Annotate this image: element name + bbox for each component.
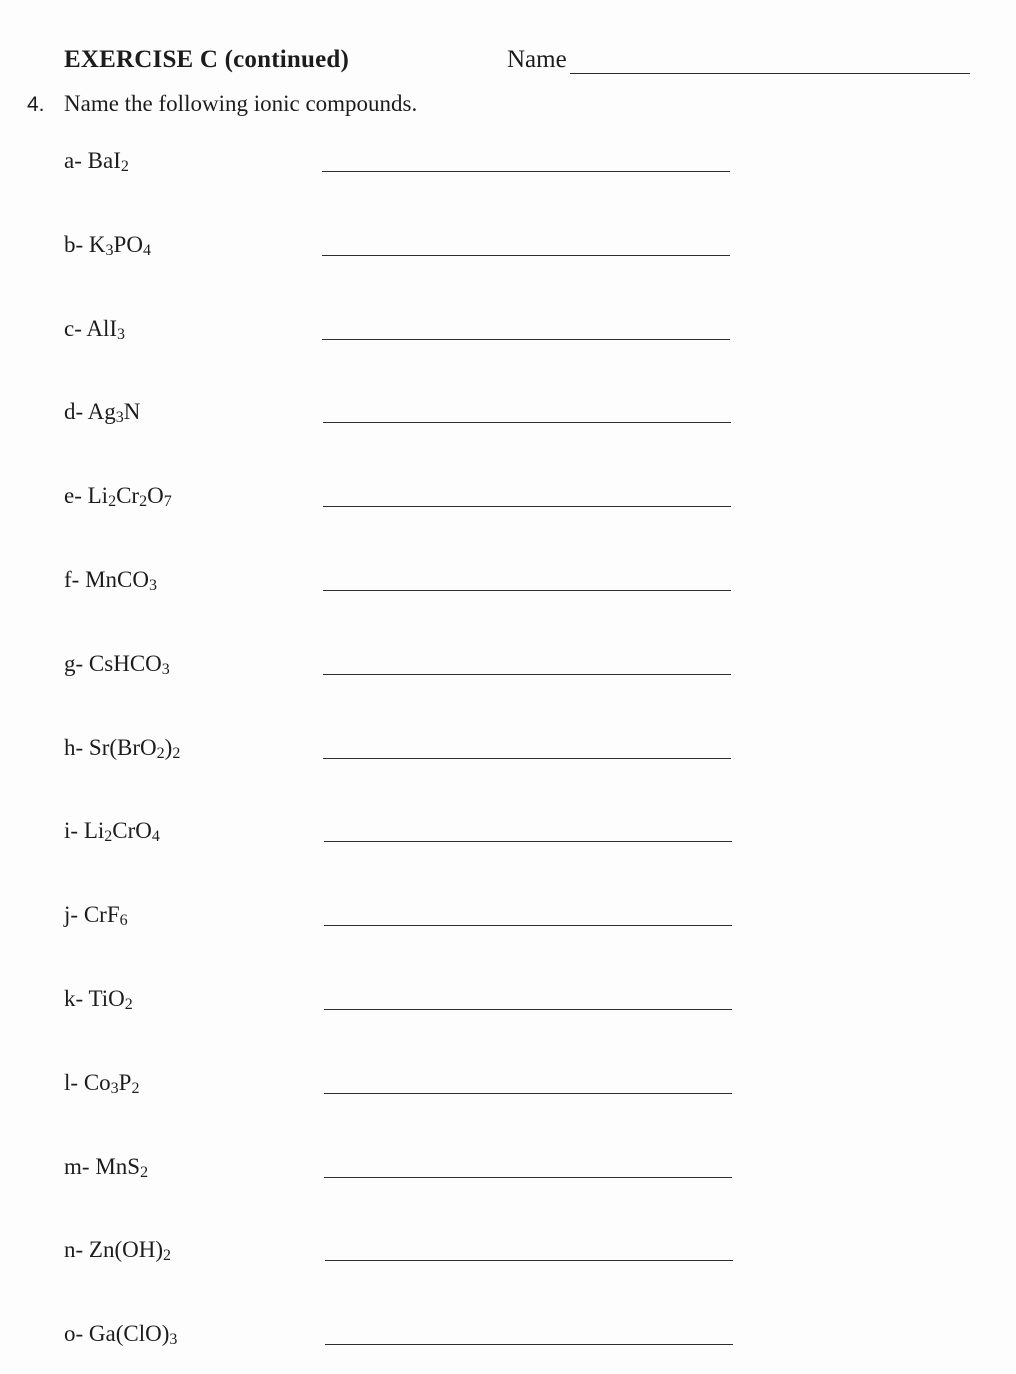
- compound-item: [64, 1234, 744, 1274]
- formula-subscript: 4: [142, 241, 151, 259]
- formula-text: N: [123, 399, 141, 425]
- formula-text: CrF: [83, 902, 120, 928]
- formula-text: Ag: [87, 399, 116, 425]
- formula-subscript: 2: [156, 744, 165, 762]
- item-letter: b-: [64, 231, 89, 257]
- compound-formula: [64, 648, 170, 680]
- compound-item: [64, 229, 744, 269]
- formula-text: AlI: [86, 315, 118, 341]
- compound-formula: [64, 1151, 148, 1183]
- formula-text: ): [164, 734, 173, 760]
- answer-line[interactable]: [322, 255, 730, 256]
- formula-subscript: 3: [115, 409, 124, 427]
- compound-item: [64, 1151, 744, 1191]
- formula-text: Cr: [116, 483, 140, 509]
- compound-item: [64, 983, 744, 1023]
- compound-formula: [64, 480, 172, 512]
- formula-subscript: 7: [163, 493, 172, 511]
- compound-item: [64, 564, 744, 604]
- compound-item: [64, 815, 744, 855]
- compound-item: [64, 732, 744, 772]
- question-number: 4.: [27, 93, 45, 116]
- compound-formula: [64, 396, 140, 428]
- compound-formula: [64, 1234, 171, 1266]
- formula-text: Co: [83, 1069, 111, 1095]
- compound-formula: [64, 1067, 139, 1099]
- formula-subscript: 3: [110, 1079, 119, 1097]
- answer-line[interactable]: [324, 1177, 732, 1178]
- item-letter: l-: [64, 1069, 84, 1095]
- compound-item: [64, 1318, 744, 1358]
- item-letter: h-: [64, 734, 89, 760]
- item-letter: j-: [64, 902, 84, 928]
- answer-line[interactable]: [324, 1093, 732, 1094]
- compound-formula: [64, 1318, 177, 1350]
- formula-subscript: 2: [140, 1163, 149, 1181]
- formula-text: Sr(BrO: [88, 734, 157, 760]
- formula-text: I: [113, 148, 121, 173]
- compound-formula: [64, 145, 129, 177]
- compound-formula: [64, 732, 180, 764]
- formula-text: Ga(ClO): [88, 1321, 170, 1347]
- formula-text: TiO: [88, 986, 125, 1011]
- formula-subscript: 2: [139, 493, 148, 511]
- item-letter: g-: [64, 650, 89, 676]
- item-letter: f-: [64, 567, 86, 592]
- formula-text: CsHCO: [88, 650, 162, 676]
- answer-line[interactable]: [324, 925, 732, 926]
- compound-formula: [64, 564, 157, 596]
- formula-subscript: 2: [104, 828, 113, 846]
- compound-formula: [64, 815, 160, 847]
- compound-item: [64, 313, 744, 353]
- formula-subscript: 2: [120, 158, 129, 175]
- formula-text: Zn(OH): [88, 1237, 164, 1263]
- formula-text: CrO: [112, 818, 152, 844]
- formula-text: Li: [83, 818, 105, 844]
- item-letter: m-: [64, 1153, 96, 1179]
- compound-item: [64, 145, 744, 185]
- compound-formula: [64, 983, 133, 1015]
- formula-text: Li: [87, 483, 109, 509]
- answer-line[interactable]: [325, 1260, 733, 1261]
- exercise-title: EXERCISE C (continued): [64, 46, 350, 73]
- item-letter: n-: [64, 1237, 89, 1263]
- formula-subscript: 3: [161, 660, 170, 678]
- compound-item: [64, 648, 744, 688]
- formula-text: PO: [113, 231, 143, 257]
- formula-subscript: 2: [163, 1247, 172, 1265]
- formula-subscript: 3: [148, 577, 157, 594]
- item-letter: k-: [64, 986, 89, 1011]
- answer-line[interactable]: [323, 590, 731, 591]
- answer-line[interactable]: [323, 758, 731, 759]
- formula-text: Ba: [87, 148, 114, 173]
- item-letter: d-: [64, 399, 88, 425]
- compound-item: [64, 1067, 744, 1107]
- formula-subscript: 3: [105, 241, 114, 259]
- compound-item: [64, 480, 744, 520]
- formula-subscript: 2: [108, 493, 117, 511]
- compound-item: [64, 396, 744, 436]
- item-letter: i-: [64, 818, 84, 844]
- formula-text: MnS: [95, 1153, 141, 1179]
- formula-subscript: 2: [172, 744, 181, 762]
- compound-formula: [64, 229, 151, 261]
- answer-line[interactable]: [323, 674, 731, 675]
- formula-text: K: [88, 231, 106, 257]
- compound-formula: [64, 899, 128, 931]
- answer-line[interactable]: [323, 422, 731, 423]
- formula-subscript: 2: [124, 996, 133, 1013]
- answer-line[interactable]: [322, 339, 730, 340]
- formula-text: MnCO: [85, 567, 149, 592]
- formula-subscript: 3: [169, 1331, 178, 1349]
- answer-line[interactable]: [324, 841, 732, 842]
- name-label: Name: [507, 46, 567, 73]
- answer-line[interactable]: [324, 1009, 732, 1010]
- formula-text: O: [147, 483, 164, 509]
- item-letter: a-: [64, 148, 88, 173]
- formula-subscript: 6: [119, 912, 128, 930]
- answer-line[interactable]: [322, 171, 730, 172]
- item-letter: o-: [64, 1321, 89, 1347]
- compound-formula: [64, 313, 125, 345]
- compound-item: [64, 899, 744, 939]
- item-letter: c-: [64, 315, 87, 341]
- answer-line[interactable]: [325, 1344, 733, 1345]
- formula-subscript: 2: [131, 1079, 140, 1097]
- formula-subscript: 4: [151, 828, 160, 846]
- question-prompt: Name the following ionic compounds.: [64, 91, 418, 116]
- answer-line[interactable]: [323, 506, 731, 507]
- item-letter: e-: [64, 483, 88, 509]
- formula-text: P: [118, 1069, 132, 1095]
- formula-subscript: 3: [117, 325, 126, 343]
